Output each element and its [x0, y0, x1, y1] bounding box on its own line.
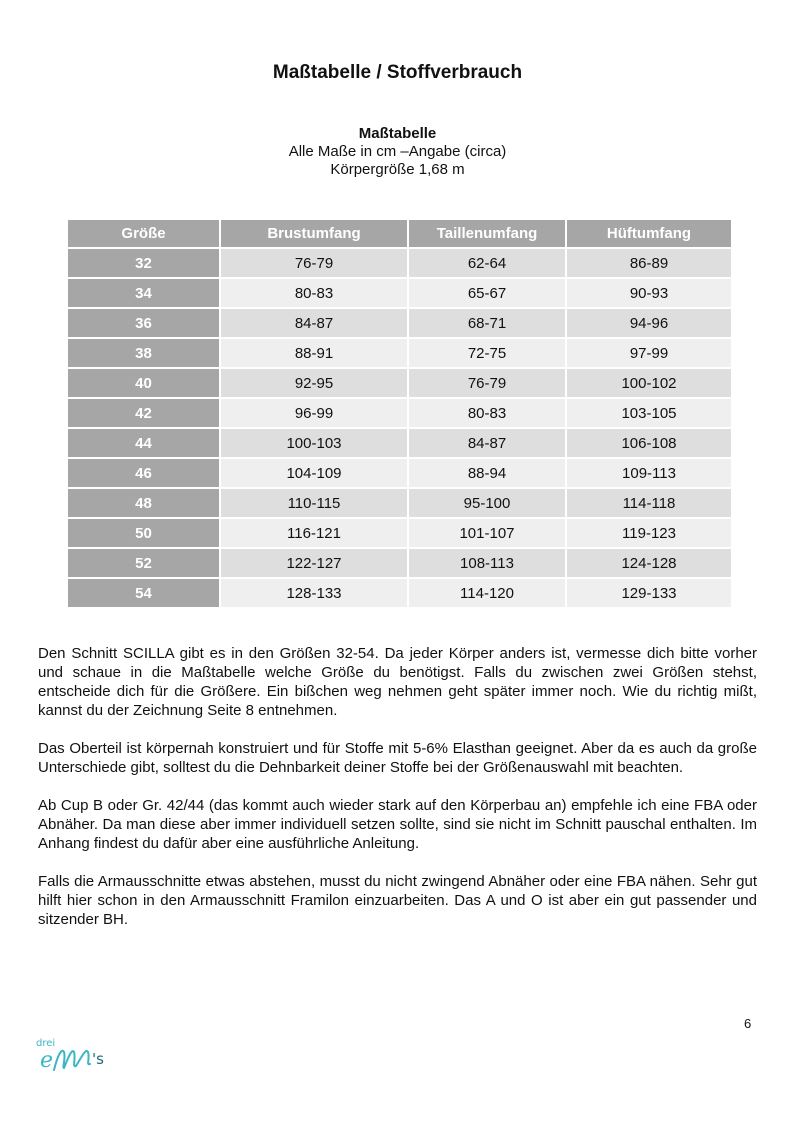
- chest-cell: 76-79: [221, 249, 407, 277]
- size-cell: 44: [68, 429, 219, 457]
- chest-cell: 80-83: [221, 279, 407, 307]
- logo-letter-s: 's: [92, 1050, 104, 1068]
- table-row: [68, 429, 731, 457]
- header-chest: Brustumfang: [221, 220, 407, 247]
- waist-cell: 80-83: [409, 399, 565, 427]
- chest-cell: 104-109: [221, 459, 407, 487]
- waist-cell: 88-94: [409, 459, 565, 487]
- caption-body-height: Körpergröße 1,68 m: [330, 161, 465, 178]
- table-row: [68, 459, 731, 487]
- caption-units-note: Alle Maße in cm –Angabe (circa): [288, 143, 507, 160]
- body-text: [38, 644, 757, 948]
- chest-cell: 92-95: [221, 369, 407, 397]
- hip-cell: 109-113: [567, 459, 731, 487]
- chest-cell: 116-121: [221, 519, 407, 547]
- waist-cell: 95-100: [409, 489, 565, 517]
- size-cell: 36: [68, 309, 219, 337]
- hip-cell: 119-123: [567, 519, 731, 547]
- size-cell: 34: [68, 279, 219, 307]
- size-cell: 54: [68, 579, 219, 607]
- hip-cell: 86-89: [567, 249, 731, 277]
- waist-cell: 68-71: [409, 309, 565, 337]
- chest-cell: 122-127: [221, 549, 407, 577]
- waist-cell: 108-113: [409, 549, 565, 577]
- size-chart-table: [66, 218, 733, 609]
- table-row: [68, 339, 731, 367]
- table-row: [68, 549, 731, 577]
- brand-logo: [36, 1038, 104, 1074]
- chest-cell: 84-87: [221, 309, 407, 337]
- page-title: Maßtabelle / Stoffverbrauch: [272, 62, 523, 83]
- header-hip: Hüftumfang: [567, 220, 731, 247]
- waist-cell: 76-79: [409, 369, 565, 397]
- chest-cell: 88-91: [221, 339, 407, 367]
- chest-cell: 110-115: [221, 489, 407, 517]
- table-row: [68, 279, 731, 307]
- size-cell: 52: [68, 549, 219, 577]
- hip-cell: 124-128: [567, 549, 731, 577]
- size-cell: 46: [68, 459, 219, 487]
- size-cell: 32: [68, 249, 219, 277]
- page-number: 6: [744, 1016, 752, 1031]
- size-cell: 48: [68, 489, 219, 517]
- header-waist: Taillenumfang: [409, 220, 565, 247]
- hip-cell: 94-96: [567, 309, 731, 337]
- hip-cell: 103-105: [567, 399, 731, 427]
- logo-m-icon: [52, 1044, 94, 1074]
- table-caption: [0, 125, 795, 179]
- paragraph-fabric: Das Oberteil ist körpernah konstruiert und für Stoffe mit 5-6% Elasthan geeignet. Aber da es auch da große Unterschiede gibt, solltest du die Dehnbarkeit deiner Stoffe bei der Größenauswahl mit beachten.: [38, 740, 757, 776]
- chest-cell: 96-99: [221, 399, 407, 427]
- waist-cell: 62-64: [409, 249, 565, 277]
- table-row: [68, 399, 731, 427]
- hip-cell: 106-108: [567, 429, 731, 457]
- waist-cell: 84-87: [409, 429, 565, 457]
- waist-cell: 114-120: [409, 579, 565, 607]
- paragraph-sizes: Den Schnitt SCILLA gibt es in den Größen 32-54. Da jeder Körper anders ist, vermesse dich bitte vorher und schaue in die Maßtabelle welche Größe du benötigst. Falls du zwischen zwei Größen stehst, entscheide dich für die Größere. Ein bißchen weg nehmen geht später immer noch. Wie du richtig mißt, kannst du der Zeichnung Seite 8 entnehmen.: [38, 645, 757, 719]
- table-row: [68, 579, 731, 607]
- hip-cell: 100-102: [567, 369, 731, 397]
- hip-cell: 114-118: [567, 489, 731, 517]
- caption-heading: Maßtabelle: [358, 125, 437, 142]
- table-header-row: [68, 220, 731, 247]
- logo-word: drei: [36, 1038, 56, 1049]
- table-row: [68, 519, 731, 547]
- waist-cell: 101-107: [409, 519, 565, 547]
- table-row: [68, 489, 731, 517]
- chest-cell: 128-133: [221, 579, 407, 607]
- header-size: Größe: [68, 220, 219, 247]
- size-cell: 40: [68, 369, 219, 397]
- paragraph-armholes: Falls die Armausschnitte etwas abstehen, musst du nicht zwingend Abnäher oder eine FBA nähen. Sehr gut hilft hier schon in den Armausschnitt Framilon einzuarbeiten. Das A und O ist aber ein gut passender und sitzender BH.: [38, 873, 757, 928]
- hip-cell: 90-93: [567, 279, 731, 307]
- hip-cell: 129-133: [567, 579, 731, 607]
- waist-cell: 72-75: [409, 339, 565, 367]
- paragraph-fba: Ab Cup B oder Gr. 42/44 (das kommt auch wieder stark auf den Körperbau an) empfehle ich eine FBA oder Abnäher. Da man diese aber immer individuell setzen sollte, sind sie nicht im Schnitt pauschal enthalten. Im Anhang findest du dafür aber eine ausführliche Anleitung.: [38, 797, 757, 852]
- logo-letter-e: e: [40, 1048, 54, 1073]
- size-cell: 42: [68, 399, 219, 427]
- waist-cell: 65-67: [409, 279, 565, 307]
- table-row: [68, 369, 731, 397]
- size-cell: 38: [68, 339, 219, 367]
- hip-cell: 97-99: [567, 339, 731, 367]
- table-row: [68, 309, 731, 337]
- size-cell: 50: [68, 519, 219, 547]
- table-row: [68, 249, 731, 277]
- chest-cell: 100-103: [221, 429, 407, 457]
